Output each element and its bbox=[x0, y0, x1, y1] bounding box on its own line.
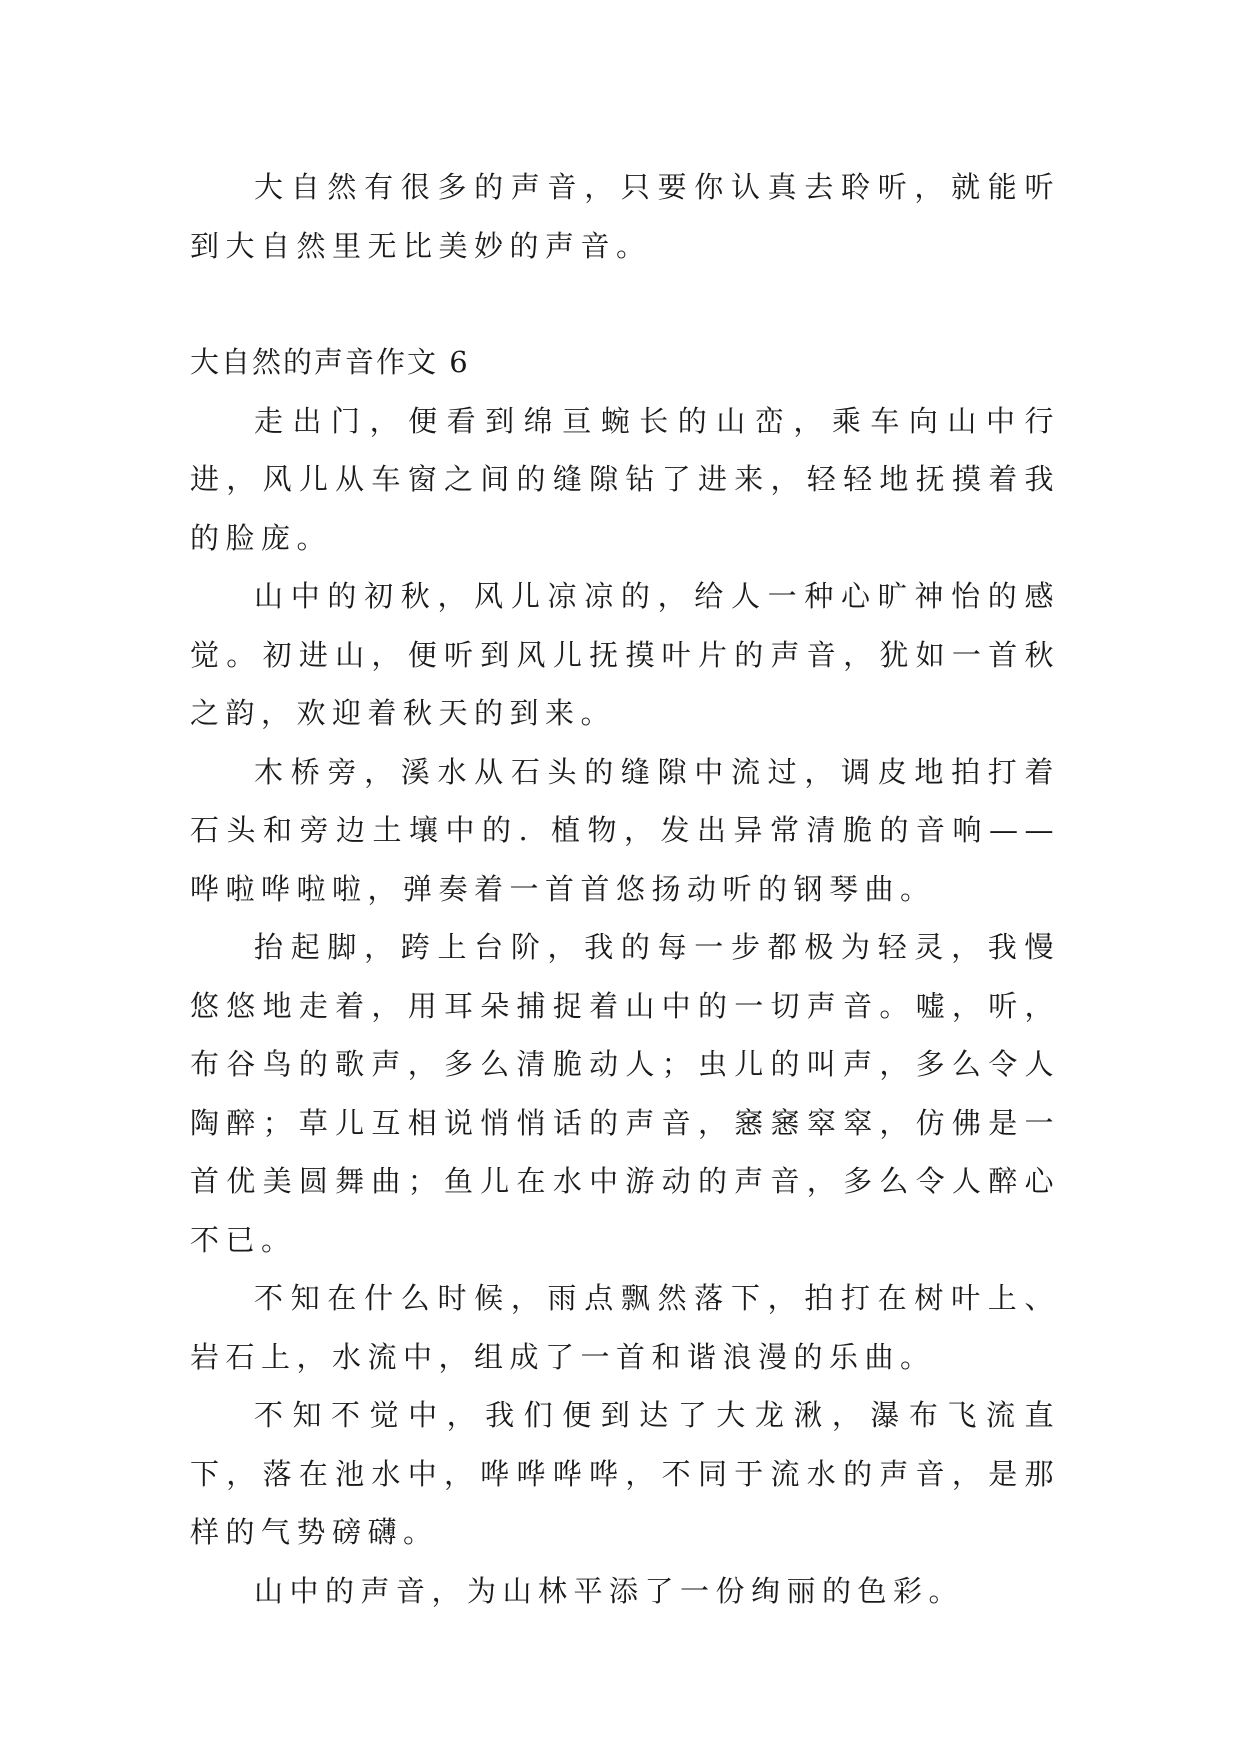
document-body bbox=[190, 158, 1060, 1620]
body-paragraph: 不知在什么时候，雨点飘然落下，拍打在树叶上、岩石上，水流中，组成了一首和谐浪漫的乐曲。 bbox=[190, 1281, 1060, 1374]
body-paragraph: 木桥旁，溪水从石头的缝隙中流过，调皮地拍打着石头和旁边土壤中的. 植物，发出异常清脆的音响——哗啦哗啦啦，弹奏着一首首悠扬动听的钢琴曲。 bbox=[190, 754, 1060, 906]
section-title: 大自然的声音作文 6 bbox=[190, 345, 470, 379]
body-paragraph: 山中的初秋，风儿凉凉的，给人一种心旷神怡的感觉。初进山，便听到风儿抚摸叶片的声音，犹如一首秋之韵，欢迎着秋天的到来。 bbox=[190, 579, 1060, 730]
body-paragraph: 山中的声音，为山林平添了一份绚丽的色彩。 bbox=[254, 1573, 965, 1608]
intro-paragraph: 大自然有很多的声音，只要你认真去聆听，就能听到大自然里无比美妙的声音。 bbox=[190, 170, 1060, 263]
body-paragraph: 不知不觉中，我们便到达了大龙湫，瀑布飞流直下，落在池水中，哗哗哗哗，不同于流水的声音，是那样的气势磅礴。 bbox=[190, 1398, 1060, 1549]
body-paragraph: 抬起脚，跨上台阶，我的每一步都极为轻灵，我慢悠悠地走着，用耳朵捕捉着山中的一切声音。嘘，听，布谷鸟的歌声，多么清脆动人；虫儿的叫声，多么令人陶醉；草儿互相说悄悄话的声音，窸窸窣窣，仿佛是一首优美圆舞曲；鱼儿在水中游动的声音，多么令人醉心不已。 bbox=[190, 930, 1060, 1257]
paragraph-spacer bbox=[190, 275, 1060, 333]
body-paragraph: 走出门，便看到绵亘蜿长的山峦，乘车向山中行进，风儿从车窗之间的缝隙钻了进来，轻轻地抚摸着我的脸庞。 bbox=[190, 403, 1060, 555]
